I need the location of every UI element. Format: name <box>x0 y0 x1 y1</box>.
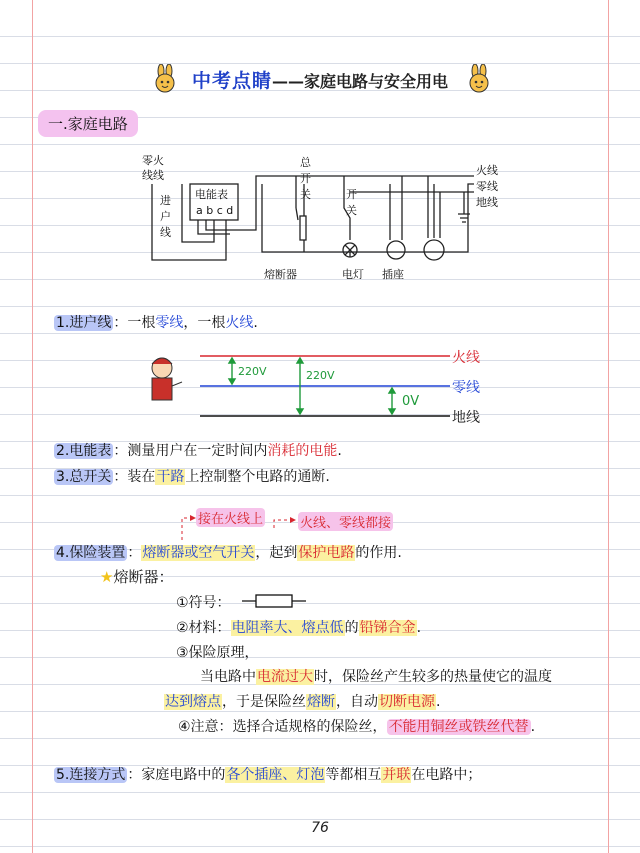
title-topic: 家庭电路与安全用电 <box>304 72 449 91</box>
bunny-mascot-icon <box>466 64 492 94</box>
page-title <box>0 66 640 93</box>
item-5-mid: 等都相互 <box>325 767 382 783</box>
fuse-symbol-label: ①符号： <box>176 595 231 611</box>
principle-l1-a: 当电路中 <box>200 669 256 685</box>
fuse-principle-line2 <box>164 691 440 711</box>
fuse-title <box>100 566 173 587</box>
margin-line-left <box>32 0 33 853</box>
circuit-switch-2: 关 <box>346 204 357 217</box>
item-3-text: ：装在 <box>113 469 156 485</box>
label-live: 火线 <box>452 350 480 366</box>
fuse-principle-label: ③保险原理， <box>176 645 259 661</box>
circuit-right-neutral: 零线 <box>476 180 498 193</box>
item-1-live: 火线 <box>225 315 254 331</box>
page-number: 76 <box>311 820 329 836</box>
item-1-number: 1.进户线 <box>56 315 112 331</box>
title-dash: —— <box>272 72 304 91</box>
note-connect-live: 接在火线上 <box>196 508 265 527</box>
item-5-appliances: 各个插座、灯泡 <box>226 767 325 783</box>
circuit-inlet-2: 户 <box>160 210 171 223</box>
circuit-right-ground: 地线 <box>476 196 498 209</box>
fuse-material-end: . <box>416 620 422 636</box>
principle-reach-melting-point: 达到熔点 <box>165 694 221 710</box>
item-3 <box>54 466 330 486</box>
item-3-post: 上控制整个电路的通断 <box>185 469 326 485</box>
fuse-title-text: 熔断器： <box>113 568 174 586</box>
circuit-right-live: 火线 <box>476 164 498 177</box>
fuse-caution-text: 选择合适规格的保险丝， <box>232 719 387 735</box>
circuit-socket-label: 插座 <box>382 268 404 281</box>
item-4 <box>54 542 402 562</box>
title-highlight: 中考点睛 <box>191 70 272 92</box>
fuse-material-mid: 的 <box>344 620 359 636</box>
principle-l2-end: . <box>436 694 441 710</box>
item-4-mid: ，起到 <box>255 545 298 561</box>
circuit-meter-terminals: a b c d <box>196 204 234 217</box>
circuit-main-switch-1: 总 <box>300 156 311 169</box>
item-4-devices: 熔断器或空气开关 <box>142 545 255 561</box>
fuse-caution-label: ④注意： <box>178 719 233 735</box>
household-circuit-diagram <box>138 152 510 284</box>
principle-cut-power: 切断电源 <box>379 694 435 710</box>
fuse-caution-warning: 不能用铜丝或铁丝代替 <box>388 719 529 735</box>
principle-melts: 熔断 <box>307 694 335 710</box>
item-4-purpose: 保护电路 <box>298 545 355 561</box>
note-connect-both: 火线、零线都接 <box>298 512 393 531</box>
fuse-caution-end: . <box>530 719 536 735</box>
fuse-caution-row <box>178 716 535 736</box>
item-3-number: 3.总开关 <box>56 469 112 485</box>
circuit-fuse-label: 熔断器 <box>264 268 297 281</box>
item-1-end: . <box>253 315 258 331</box>
circuit-main-switch-3: 关 <box>300 188 311 201</box>
item-1 <box>54 312 258 332</box>
item-1-neutral: 零线 <box>155 315 184 331</box>
circuit-meter-label: 电能表 <box>195 188 228 201</box>
item-1-text: ：一根 <box>113 315 156 331</box>
label-neutral: 零线 <box>452 380 480 396</box>
fuse-material-alloy: 铅锑合金 <box>359 620 416 636</box>
item-5-post: 在电路中； <box>411 767 482 783</box>
margin-line-right <box>608 0 609 853</box>
circuit-label-left-2: 线线 <box>142 169 164 182</box>
item-2-text: ：测量用户在一定时间内 <box>113 443 268 459</box>
item-2-highlight: 消耗的电能 <box>267 443 338 459</box>
item-5 <box>54 764 481 784</box>
voltage-neutral-ground: 0V <box>402 394 420 409</box>
item-5-parallel: 并联 <box>382 767 411 783</box>
fuse-material-property: 电阻率大、熔点低 <box>231 620 344 636</box>
item-2-end: . <box>337 443 342 459</box>
principle-current-too-large: 电流过大 <box>257 669 313 685</box>
item-1-mid: ，一根 <box>183 315 226 331</box>
principle-l2-b: ，自动 <box>336 694 378 710</box>
item-2 <box>54 440 342 460</box>
star-icon: ★ <box>100 568 114 586</box>
item-5-number: 5.连接方式 <box>56 767 126 783</box>
circuit-inlet-3: 线 <box>160 226 171 239</box>
label-ground: 地线 <box>452 410 480 426</box>
fuse-material-label: ②材料： <box>176 620 231 636</box>
circuit-main-switch-2: 开 <box>300 172 311 185</box>
voltage-live-neutral: 220V <box>238 365 267 378</box>
principle-l1-b: 时，保险丝产生较多的热量使它的温度 <box>314 669 552 685</box>
circuit-label-left-1: 零火 <box>142 154 164 167</box>
voltage-diagram <box>140 346 500 426</box>
item-2-number: 2.电能表 <box>56 443 112 459</box>
fuse-material-row <box>176 617 421 637</box>
fuse-symbol-icon <box>242 592 306 610</box>
circuit-inlet-1: 进 <box>160 194 171 207</box>
principle-l2-a: ，于是保险丝 <box>222 694 306 710</box>
fuse-symbol-row <box>176 592 231 612</box>
section-heading: 一.家庭电路 <box>38 110 138 137</box>
item-5-text: ：家庭电路中的 <box>127 767 226 783</box>
item-4-number: 4.保险装置 <box>56 545 126 561</box>
circuit-lamp-label: 电灯 <box>342 268 364 281</box>
item-4-end: 的作用. <box>355 545 402 561</box>
voltage-live-ground: 220V <box>306 369 335 382</box>
item-3-highlight: 干路 <box>156 469 185 485</box>
item-3-end: . <box>325 469 330 485</box>
item-4-colon: ： <box>127 545 142 561</box>
circuit-switch-1: 开 <box>346 188 357 201</box>
fuse-principle-line1 <box>200 666 552 686</box>
